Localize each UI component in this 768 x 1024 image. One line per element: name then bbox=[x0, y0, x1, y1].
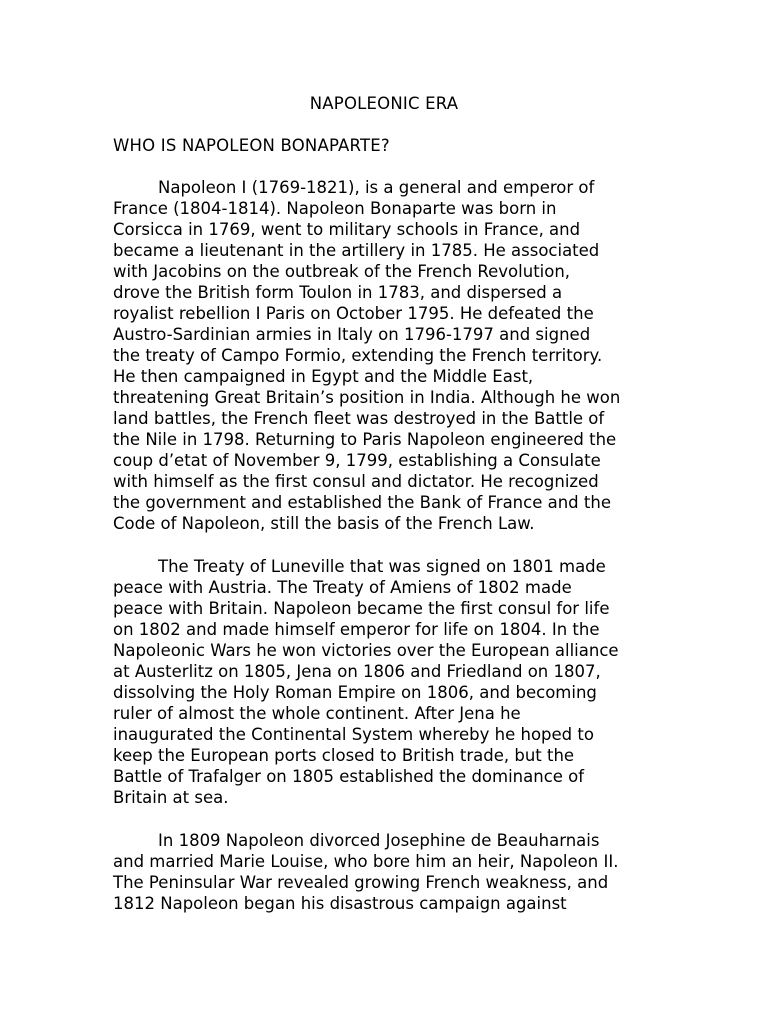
paragraph-line: He then campaigned in Egypt and the Middle East, bbox=[113, 367, 534, 386]
paragraph-line: dissolving the Holy Roman Empire on 1806, and becoming bbox=[113, 683, 597, 702]
section-heading: WHO IS NAPOLEON BONAPARTE? bbox=[113, 136, 390, 155]
paragraph-line: The Treaty of Luneville that was signed on 1801 made bbox=[158, 557, 606, 576]
paragraph-line: the government and established the Bank of France and the bbox=[113, 493, 611, 512]
paragraph-line: Britain at sea. bbox=[113, 788, 229, 807]
paragraph-line: threatening Great Britain’s position in India. Although he won bbox=[113, 388, 621, 407]
paragraph-2 bbox=[113, 556, 658, 808]
paragraph-line: 1812 Napoleon began his disastrous campaign against bbox=[113, 894, 567, 913]
paragraph-3 bbox=[113, 830, 658, 914]
paragraph-line: the treaty of Campo Formio, extending the French territory. bbox=[113, 346, 603, 365]
paragraph-line: land battles, the French fleet was destroyed in the Battle of bbox=[113, 409, 605, 428]
paragraph-line: keep the European ports closed to British trade, but the bbox=[113, 746, 575, 765]
paragraph-1 bbox=[113, 177, 658, 534]
paragraph-line: coup d’etat of November 9, 1799, establishing a Consulate bbox=[113, 451, 601, 470]
paragraph-line: drove the British form Toulon in 1783, and dispersed a bbox=[113, 283, 563, 302]
paragraph-line: Austro-Sardinian armies in Italy on 1796-1797 and signed bbox=[113, 325, 591, 344]
paragraph-line: with himself as the first consul and dictator. He recognized bbox=[113, 472, 599, 491]
paragraph-line: Napoleon I (1769-1821), is a general and emperor of bbox=[158, 178, 595, 197]
paragraph-line: inaugurated the Continental System whereby he hoped to bbox=[113, 725, 594, 744]
paragraph-line: became a lieutenant in the artillery in 1785. He associated bbox=[113, 241, 600, 260]
paragraph-line: Corsicca in 1769, went to military schools in France, and bbox=[113, 220, 581, 239]
paragraph-line: peace with Britain. Napoleon became the first consul for life bbox=[113, 599, 610, 618]
paragraph-line: peace with Austria. The Treaty of Amiens of 1802 made bbox=[113, 578, 572, 597]
paragraph-line: Code of Napoleon, still the basis of the French Law. bbox=[113, 514, 535, 533]
paragraph-line: The Peninsular War revealed growing French weakness, and bbox=[113, 873, 609, 892]
paragraph-line: royalist rebellion I Paris on October 1795. He defeated the bbox=[113, 304, 594, 323]
paragraph-line: France (1804-1814). Napoleon Bonaparte was born in bbox=[113, 199, 557, 218]
paragraph-line: at Austerlitz on 1805, Jena on 1806 and Friedland on 1807, bbox=[113, 662, 601, 681]
paragraph-line: with Jacobins on the outbreak of the French Revolution, bbox=[113, 262, 571, 281]
paragraph-line: on 1802 and made himself emperor for life on 1804. In the bbox=[113, 620, 600, 639]
paragraph-line: and married Marie Louise, who bore him an heir, Napoleon II. bbox=[113, 852, 619, 871]
paragraph-line: the Nile in 1798. Returning to Paris Napoleon engineered the bbox=[113, 430, 617, 449]
paragraph-line: Napoleonic Wars he won victories over the European alliance bbox=[113, 641, 619, 660]
paragraph-line: In 1809 Napoleon divorced Josephine de Beauharnais bbox=[158, 831, 600, 850]
document-title: NAPOLEONIC ERA bbox=[309, 94, 459, 113]
paragraph-line: ruler of almost the whole continent. After Jena he bbox=[113, 704, 521, 723]
paragraph-line: Battle of Trafalger on 1805 established the dominance of bbox=[113, 767, 585, 786]
